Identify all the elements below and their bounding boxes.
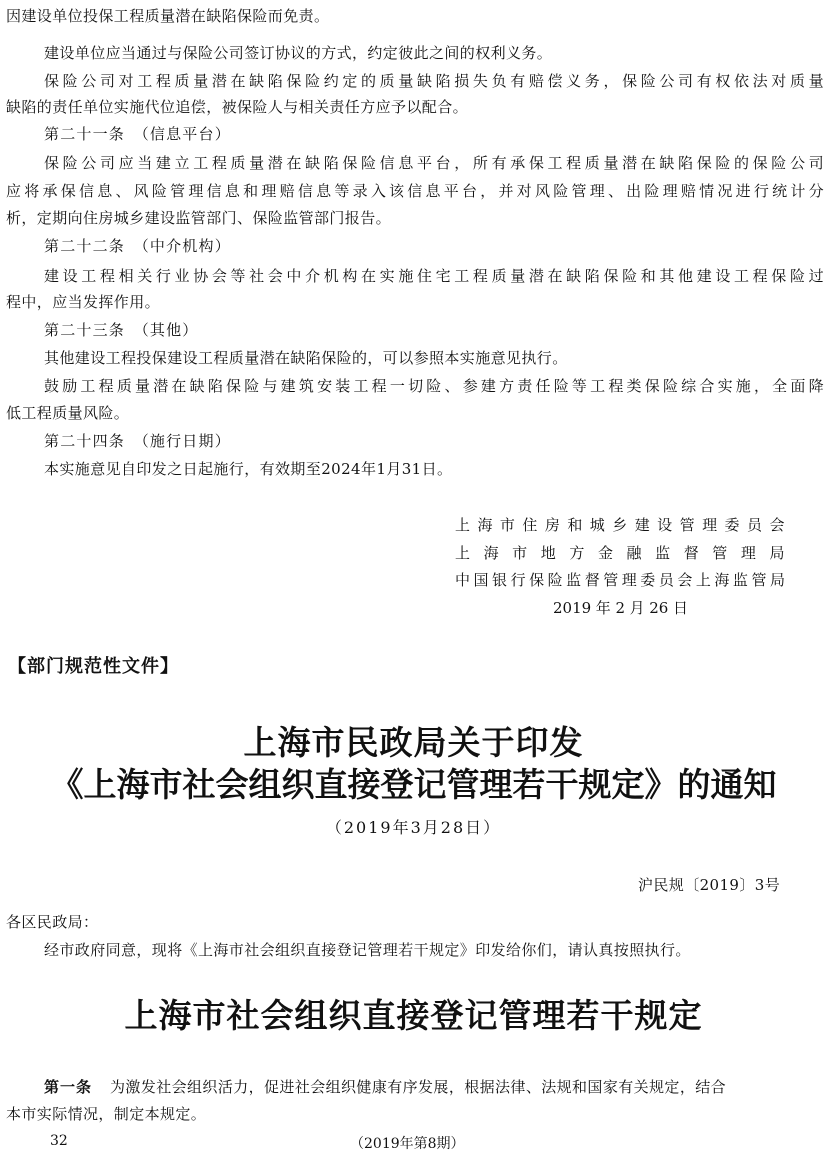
paragraph-line: 本实施意见自印发之日起施行，有效期至2024年1月31日。 bbox=[44, 460, 453, 478]
signature-org: 上海市地方金融监督管理局 bbox=[455, 544, 785, 562]
paragraph-line: 保险公司应当建立工程质量潜在缺陷保险信息平台，所有承保工程质量潜在缺陷保险的保险公司 bbox=[44, 154, 824, 172]
paragraph-line: 因建设单位投保工程质量潜在缺陷保险而免责。 bbox=[6, 7, 330, 25]
paragraph-line: 其他建设工程投保建设工程质量潜在缺陷保险的，可以参照本实施意见执行。 bbox=[44, 349, 568, 367]
notice-body: 经市政府同意，现将《上海市社会组织直接登记管理若干规定》印发给你们，请认真按照执行。 bbox=[44, 941, 691, 959]
addressee: 各区民政局： bbox=[6, 913, 99, 931]
paragraph-line: 保险公司对工程质量潜在缺陷保险约定的质量缺陷损失负有赔偿义务，保险公司有权依法对质量 bbox=[44, 72, 824, 90]
paragraph-line: 应将承保信息、风险管理信息和理赔信息等录入该信息平台，并对风险管理、出险理赔情况进行统计分 bbox=[6, 182, 824, 200]
article-line bbox=[44, 1077, 824, 1097]
article-heading: 第二十二条 （中介机构） bbox=[44, 237, 231, 255]
doc-number: 沪民规〔2019〕3号 bbox=[638, 876, 781, 894]
article-line: 本市实际情况，制定本规定。 bbox=[6, 1105, 207, 1123]
notice-title-line2: 《上海市社会组织直接登记管理若干规定》的通知 bbox=[50, 765, 777, 804]
paragraph-line: 鼓励工程质量潜在缺陷保险与建筑安装工程一切险、参建方责任险等工程类保险综合实施，全面降 bbox=[44, 377, 824, 395]
section-label: 【部门规范性文件】 bbox=[8, 656, 179, 677]
paragraph-line: 缺陷的责任单位实施代位追偿，被保险人与相关责任方应予以配合。 bbox=[6, 98, 469, 116]
paragraph-line: 建设工程相关行业协会等社会中介机构在实施住宅工程质量潜在缺陷保险和其他建设工程保险过 bbox=[44, 267, 824, 285]
page-number: 32 bbox=[50, 1133, 68, 1149]
article-heading: 第二十四条 （施行日期） bbox=[44, 432, 231, 450]
notice-title-line1: 上海市民政局关于印发 bbox=[243, 723, 584, 762]
article-heading: 第一条 bbox=[44, 1078, 93, 1096]
paragraph-line: 析，定期向住房城乡建设监管部门、保险监管部门报告。 bbox=[6, 209, 392, 227]
article-heading: 第二十三条 （其他） bbox=[44, 321, 199, 339]
article-heading: 第二十一条 （信息平台） bbox=[44, 125, 231, 143]
article-text: 为激发社会组织活力，促进社会组织健康有序发展，根据法律、法规和国家有关规定，结合 bbox=[110, 1078, 727, 1096]
signature-org: 中国银行保险监督管理委员会上海监管局 bbox=[455, 571, 785, 589]
paragraph-line: 建设单位应当通过与保险公司签订协议的方式，约定彼此之间的权利义务。 bbox=[44, 44, 553, 62]
paragraph-line: 程中，应当发挥作用。 bbox=[6, 293, 161, 311]
regulation-title: 上海市社会组织直接登记管理若干规定 bbox=[124, 996, 703, 1035]
issue-label: （2019年第8期） bbox=[350, 1136, 465, 1152]
paragraph-line: 低工程质量风险。 bbox=[6, 404, 130, 422]
notice-date: （2019年3月28日） bbox=[325, 818, 502, 837]
signature-date: 2019年2月26日 bbox=[553, 599, 688, 617]
signature-org: 上海市住房和城乡建设管理委员会 bbox=[455, 516, 785, 534]
